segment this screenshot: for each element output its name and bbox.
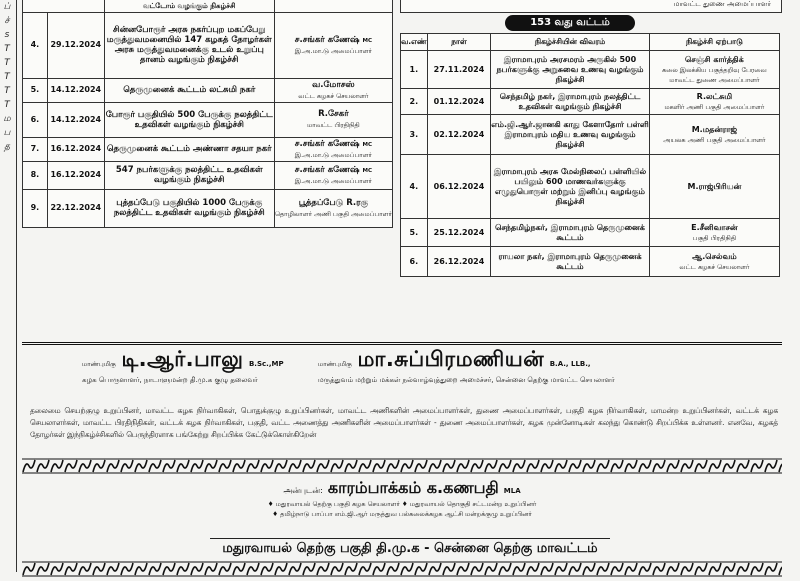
- row-num: 6.: [23, 102, 48, 137]
- decorative-border-top: [22, 458, 782, 474]
- row-org: [274, 102, 392, 137]
- org-name: M.ராஜ்பிரியன்: [687, 181, 742, 191]
- row-desc: சின்னபோரூர் அரசு நகர்ப்புற மகப்பேறு மருத்துவமனையில் 147 கழகத் தோழர்கள் அரசு மருத்துவமனைக்கு உடல் உறுப்பு தானம் வழங்கும் நிகழ்ச்சி: [104, 12, 274, 78]
- row-desc: 547 நபர்களுக்கு நலத்திட்ட உதவிகள் வழங்கும் நிகழ்ச்சி: [104, 161, 274, 189]
- org-role: கலை இலக்கிய பகுத்தறிவு பேரவை மாவட்ட துணை அமைப்பாளர்: [662, 65, 767, 84]
- org-name: M.மதன்ராஜ்: [691, 124, 738, 134]
- signer-block: [22, 478, 782, 519]
- row-num: 2.: [401, 89, 428, 115]
- row-desc: தெருமுனைக் கூட்டம் அண்ணா சதயா நகர்: [104, 137, 274, 161]
- row-desc: தெருமுனைக் கூட்டம் லட்சுமி நகர்: [104, 78, 274, 102]
- row-date: 01.12.2024: [427, 89, 491, 115]
- header-org: நிகழ்ச்சி ஏற்பாடு: [649, 34, 779, 51]
- leader2-block: [318, 347, 788, 385]
- table-row: [401, 51, 780, 89]
- ward-title-badge: 153 வது வட்டம்: [505, 15, 635, 31]
- row-desc: ராயலா நகர், இராமாபுரம் தெருமுனைக் கூட்டம்: [491, 247, 649, 277]
- header-date: நாள்: [427, 34, 491, 51]
- header-num: வ.எண்: [401, 34, 428, 51]
- row-org: [649, 219, 779, 247]
- org-name: ஆ.செல்வம்: [692, 251, 737, 261]
- edge-glyph: ச்: [4, 16, 10, 26]
- invitation-paragraph: தலைமை செயற்குழு உறுப்பினர், மாவட்ட கழக நிர்வாகிகள், பொதுக்குழு உறுப்பினர்கள், மாவட்ட அணிகளின் அமைப்பாளர்கள், துணை அமைப்பாளர்கள், பகுதி கழக நிர்வாகிகள், மாமன்ற உறுப்பினர்கள், வட்டக் கழக செயலாளர்கள், மாவட்ட பிரதிநிதிகள், வட்டக் கழக நிர்வாகிகள், பகுதி, வட்ட அணைத்து அணிகளின் அமைப்பாளர்கள் - துணை அமைப்பாளர்கள், கழக முன்னோடிகள் கலந்து கொண்டு சிறப்பிக்க உள்ளனர். எனவே, கழகத் தோழர்கள் இந்நிகழ்ச்சிகளில் பெருந்திரளாக பங்கேற்று சிறப்பிக்க கேட்டுக்கொள்கிறேன்: [30, 406, 778, 439]
- row-date: 29.12.2024: [47, 12, 104, 78]
- org-suffix: MC: [362, 141, 372, 148]
- signer-suffix: MLA: [503, 487, 521, 495]
- org-role: இ.அ.மா.டு அமைப்பாளர்: [294, 46, 372, 55]
- row-desc: புத்தப்பேடு பகுதியில் 1000 பேருக்கு நலத்திட்ட உதவிகள் வழங்கும் நிகழ்ச்சி: [104, 189, 274, 227]
- table-row: [23, 161, 393, 189]
- row-org: [649, 51, 779, 89]
- row-num: 4.: [401, 155, 428, 219]
- left-edge-text: [0, 0, 14, 215]
- row-org: [274, 12, 392, 78]
- row-date: 16.12.2024: [47, 137, 104, 161]
- row-desc: போரூர் பகுதியில் 500 பேருக்கு நலத்திட்ட உதவிகள் வழங்கும் நிகழ்ச்சி: [104, 102, 274, 137]
- edge-glyph: ம: [3, 114, 11, 124]
- org-name: ச.சங்கர் கணேஷ்: [294, 34, 360, 45]
- partial-top-cell: வட்டோம் வழங்கும் நிகழ்ச்சி: [104, 0, 274, 12]
- row-num: 7.: [23, 137, 48, 161]
- table-row: [401, 247, 780, 277]
- row-desc: எம்.ஜி.ஆர்.ஜானகி காது கேளாதோர் பள்ளி இராமாபுரம் மதிய உணவு வழங்கும் நிகழ்ச்சி: [491, 115, 649, 155]
- leader1-block: [82, 347, 342, 385]
- leader2-qual: B.A., LLB.,: [549, 360, 591, 368]
- leader1-role: கழக பொருளாளர், நாடாளுமன்ற தி.மு.க குழு தலைவர்: [82, 376, 258, 384]
- row-num: 6.: [401, 247, 428, 277]
- edge-glyph: T: [4, 86, 10, 96]
- org-role: மாவட்ட பிரதிநிதி: [307, 121, 360, 129]
- leader2-honorific: மாண்புமிகு: [318, 360, 352, 368]
- footer-title: மதுரவாயல் தெற்கு பகுதி தி.மு.க - சென்னை தெற்கு மாவட்டம்: [210, 538, 610, 557]
- row-date: 14.12.2024: [47, 102, 104, 137]
- row-date: 27.11.2024: [427, 51, 491, 89]
- row-org: [274, 189, 392, 227]
- table-row: [23, 0, 393, 12]
- org-role: தொழிலாளர் அணி பகுதி அமைப்பாளர்: [274, 209, 392, 218]
- right-schedule-table: [400, 33, 780, 277]
- row-num: 3.: [401, 115, 428, 155]
- signer-name: காரம்பாக்கம் க.கணபதி: [327, 478, 499, 497]
- row-date: 16.12.2024: [47, 161, 104, 189]
- row-num: 4.: [23, 12, 48, 78]
- row-date: 25.12.2024: [427, 219, 491, 247]
- table-row: [23, 137, 393, 161]
- table-row: [23, 102, 393, 137]
- row-org: [649, 155, 779, 219]
- edge-glyph: T: [4, 100, 10, 110]
- row-desc: செந்தமிழ்நகர், இராமாபுரம் தெருமுனைக் கூட்டம்: [491, 219, 649, 247]
- row-date: 02.12.2024: [427, 115, 491, 155]
- row-num: 5.: [401, 219, 428, 247]
- table-row: [401, 115, 780, 155]
- header-desc: நிகழ்ச்சியின் விவரம்: [491, 34, 649, 51]
- table-row: [23, 189, 393, 227]
- edge-glyph: ப: [3, 128, 11, 138]
- table-row: [401, 219, 780, 247]
- org-name: வ.மோசஸ்: [312, 79, 355, 90]
- org-role: வட்ட கழகச் செயலாளர்: [298, 91, 369, 100]
- org-name: செஞ்சி கார்த்திக்: [685, 54, 744, 64]
- table-row: [23, 78, 393, 102]
- org-role: மகளிர் அணி பகுதி அமைப்பாளர்: [664, 102, 765, 111]
- leader1-qual: B.Sc.,MP: [248, 360, 284, 368]
- signer-prefix: அன்புடன்:: [283, 486, 323, 495]
- leader2-role: மருத்துவம் மற்றும் மக்கள் நல்வாழ்வுத்துறை அமைச்சர், சென்னை தெற்கு மாவட்ட செயலாளர்: [318, 376, 615, 384]
- row-desc: இராமாபுரம் அரசமரம் அருகில் 500 நபர்களுக்கு அறுசுவை உணவு வழங்கும் நிகழ்ச்சி: [491, 51, 649, 89]
- row-num: 1.: [401, 51, 428, 89]
- signer-role-2: ♦ தமிழ்நாடு பாப்பா எம்.ஜி.ஆர் மருத்துவ பல்கலைக்கழக ஆட்சி மன்றக்குழு உறுப்பினர்: [272, 510, 532, 518]
- row-org: [649, 247, 779, 277]
- row-org: [274, 161, 392, 189]
- leader2-name: மா.சுப்பிரமணியன்: [357, 347, 545, 371]
- org-name: R.லட்சுமி: [696, 91, 733, 101]
- left-schedule-table: [22, 0, 393, 228]
- org-suffix: MC: [362, 37, 372, 44]
- right-top-partial: மாவட்ட துணை அமைப்பாளர்: [673, 0, 771, 8]
- row-date: 06.12.2024: [427, 155, 491, 219]
- row-desc: செந்தமிழ் நகர், இராமாபுரம் நலத்திட்ட உதவிகள் வழங்கும் நிகழ்ச்சி: [491, 89, 649, 115]
- org-suffix: MC: [362, 167, 372, 174]
- org-name: ச.சங்கர் கணேஷ்: [294, 164, 360, 175]
- org-name: R.சேகர்: [318, 109, 349, 119]
- edge-glyph: T: [4, 44, 10, 54]
- org-role: இ.அ.மா.டு அமைப்பாளர்: [294, 150, 372, 159]
- org-role: இ.அ.மா.டு அமைப்பாளர்: [294, 176, 372, 185]
- edge-glyph: T: [4, 72, 10, 82]
- signer-role-1: ♦ மதுரவாயல் தெற்கு பகுதி கழக செயலாளர் ♦ மதுரவாயல் தொகுதி சட்டமன்ற உறுப்பினர்: [267, 500, 537, 508]
- row-desc: இராமாபுரம் அரசு மேல்நிலைப் பள்ளியில் பயிலும் 600 மாணவர்களுக்கு எழுதுபொருள் மற்றும் இனிப்பு வழங்கும் நிகழ்ச்சி: [491, 155, 649, 219]
- org-role: அயலக அணி பகுதி அமைப்பாளர்: [663, 135, 766, 144]
- edge-glyph: s: [4, 30, 10, 40]
- org-name: ச.சங்கர் கணேஷ்: [294, 138, 360, 149]
- org-role: வட்ட கழகச் செயலாளர்: [679, 262, 750, 271]
- table-row: [401, 89, 780, 115]
- org-role: பகுதி பிரதிநிதி: [692, 233, 737, 242]
- row-num: 5.: [23, 78, 48, 102]
- leader1-honorific: மாண்புமிகு: [82, 360, 116, 368]
- row-org: [649, 115, 779, 155]
- table-header-row: [401, 34, 780, 51]
- decorative-border-bottom: [22, 561, 782, 577]
- right-top-strip: [400, 0, 782, 13]
- table-row: [401, 155, 780, 219]
- org-name: E.சீனிவாசன்: [691, 222, 738, 232]
- row-date: 14.12.2024: [47, 78, 104, 102]
- row-org: [274, 137, 392, 161]
- org-name: பூத்தப்பேடு R.ரகு: [298, 197, 369, 208]
- row-num: 9.: [23, 189, 48, 227]
- edge-glyph: T: [4, 58, 10, 68]
- row-org: [274, 78, 392, 102]
- edge-glyph: ப்: [3, 2, 11, 12]
- row-num: 8.: [23, 161, 48, 189]
- table-row: [23, 12, 393, 78]
- section-divider: [22, 342, 782, 345]
- row-date: 26.12.2024: [427, 247, 491, 277]
- leader1-name: டி.ஆர்.பாலு: [121, 347, 244, 371]
- edge-glyph: த: [4, 142, 10, 152]
- row-date: 22.12.2024: [47, 189, 104, 227]
- row-org: [649, 89, 779, 115]
